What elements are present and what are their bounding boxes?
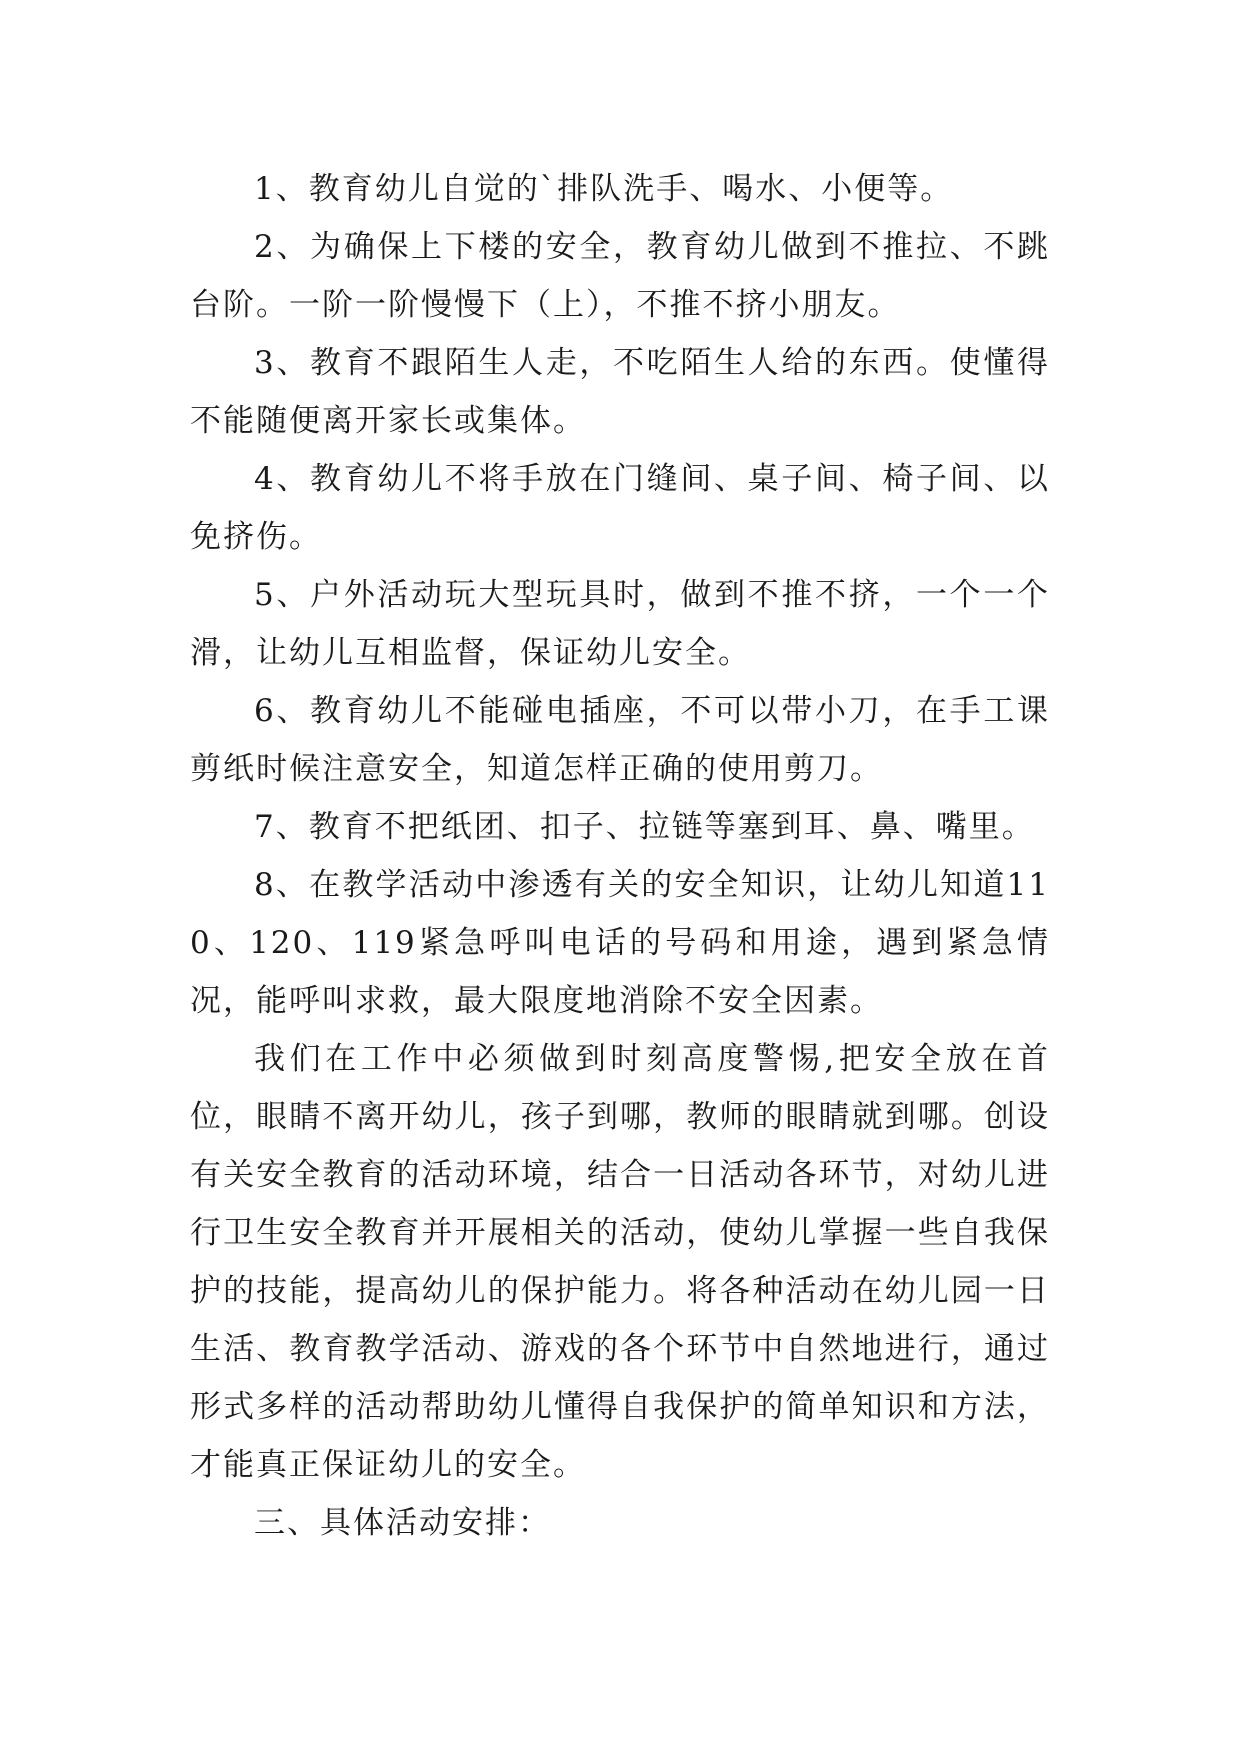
paragraph-1: 1、教育幼儿自觉的`排队洗手、喝水、小便等。 <box>254 171 954 207</box>
document-body <box>190 160 1050 1552</box>
paragraph-5: 5、户外活动玩大型玩具时，做到不推不挤，一个一个滑，让幼儿互相监督，保证幼儿安全。 <box>190 577 1050 671</box>
paragraph-summary: 我们在工作中必须做到时刻高度警惕,把安全放在首位，眼睛不离开幼儿，孩子到哪，教师的眼睛就到哪。创设有关安全教育的活动环境，结合一日活动各环节，对幼儿进行卫生安全教育并开展相关的活动，使幼儿掌握一些自我保护的技能，提高幼儿的保护能力。将各种活动在幼儿园一日生活、教育教学活动、游戏的各个环节中自然地进行，通过形式多样的活动帮助幼儿懂得自我保护的简单知识和方法，才能真正保证幼儿的安全。 <box>190 1041 1050 1483</box>
paragraph-7: 7、教育不把纸团、扣子、拉链等塞到耳、鼻、嘴里。 <box>254 809 1035 845</box>
paragraph-6: 6、教育幼儿不能碰电插座，不可以带小刀，在手工课剪纸时候注意安全，知道怎样正确的使用剪刀。 <box>190 693 1050 787</box>
paragraph-2: 2、为确保上下楼的安全，教育幼儿做到不推拉、不跳台阶。一阶一阶慢慢下（上），不推不挤小朋友。 <box>190 229 1050 323</box>
paragraph-8: 8、在教学活动中渗透有关的安全知识，让幼儿知道110、120、119紧急呼叫电话的号码和用途，遇到紧急情况，能呼叫求救，最大限度地消除不安全因素。 <box>190 867 1050 1019</box>
paragraph-4: 4、教育幼儿不将手放在门缝间、桌子间、椅子间、以免挤伤。 <box>190 461 1050 555</box>
section-heading: 三、具体活动安排： <box>254 1505 551 1541</box>
paragraph-3: 3、教育不跟陌生人走，不吃陌生人给的东西。使懂得不能随便离开家长或集体。 <box>190 345 1050 439</box>
